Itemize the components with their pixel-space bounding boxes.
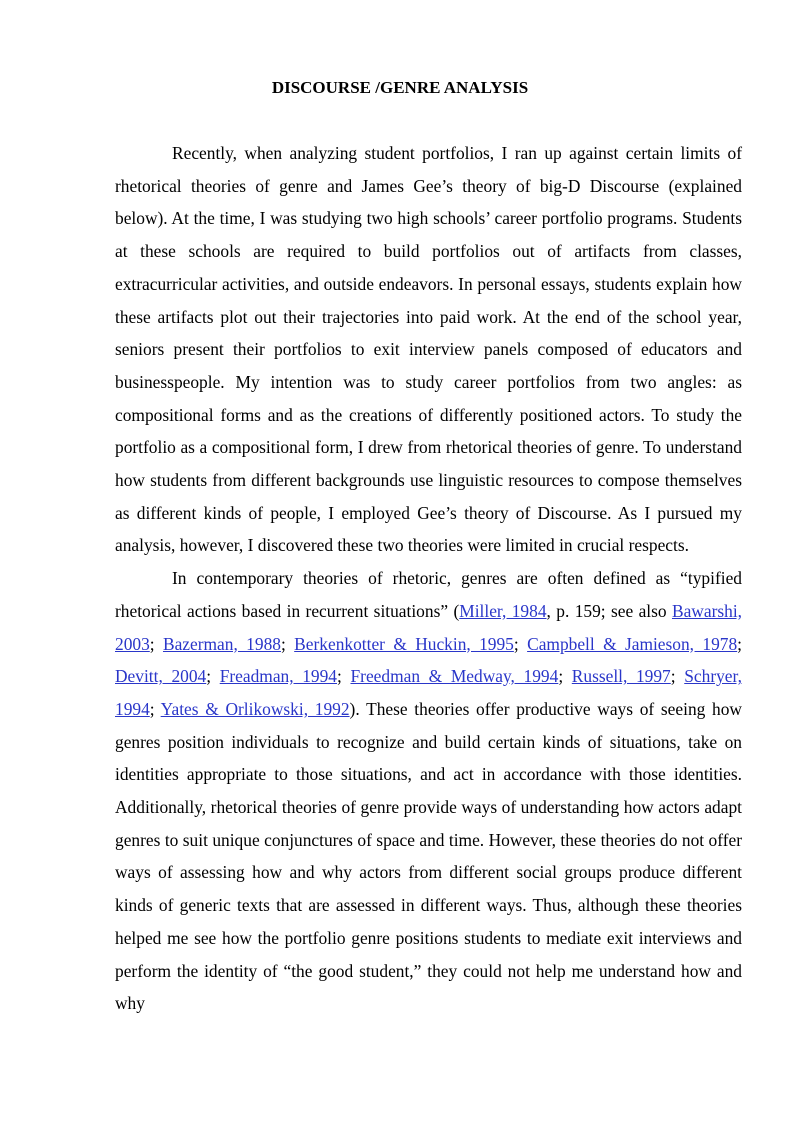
- citation-separator: ;: [280, 633, 295, 654]
- citation-separator: ;: [337, 666, 351, 687]
- citation-link-berkenkotter-huckin-1995[interactable]: Berkenkotter & Huckin, 1995: [294, 633, 514, 654]
- paragraph-text: , p. 159; see also: [546, 600, 672, 621]
- page-title: DISCOURSE /GENRE ANALYSIS: [271, 78, 529, 97]
- citation-link-miller-1984[interactable]: Miller, 1984: [459, 600, 547, 621]
- citation-link-freadman-1994[interactable]: Freadman, 1994: [219, 666, 338, 687]
- paragraph-text: ). These theories offer productive ways of seeing how genres position individuals to recognize and build certain kinds of situations, take on identities appropriate to those situations, and act in accordance with those identities. Additionally, rhetorical theories of genre provide ways of understanding how actors adapt genres to suit unique conjunctures of space and time. However, these theories do not offer ways of assessing how and why actors from different social groups produce different kinds of generic texts that are assessed in different ways. Thus, although these theories helped me see how the portfolio genre positions students to mediate exit interviews and perform the identity of “the good student,” they could not help me understand how and why: [115, 698, 742, 1014]
- paragraph-2: [115, 562, 742, 1020]
- citation-separator: ;: [149, 633, 163, 654]
- citation-separator: ;: [513, 633, 528, 654]
- citation-link-freedman-medway-1994[interactable]: Freedman & Medway, 1994: [350, 666, 559, 687]
- citation-link-campbell-jamieson-1978[interactable]: Campbell & Jamieson, 1978: [527, 633, 738, 654]
- citation-separator: ;: [206, 666, 220, 687]
- citation-separator: ;: [558, 666, 572, 687]
- citation-separator: ;: [737, 633, 743, 654]
- citation-link-devitt-2004[interactable]: Devitt, 2004: [115, 666, 207, 687]
- paragraph-text: In contemporary theories of rhetoric, genres are often defined as “typified rhetorical actions based in recurrent situations” (: [115, 568, 742, 621]
- citation-link-yates-orlikowski-1992[interactable]: Yates & Orlikowski, 1992: [160, 698, 350, 719]
- citation-link-schryer-1994[interactable]: Schryer, 1994: [115, 666, 742, 719]
- paragraph-1: Recently, when analyzing student portfolios, I ran up against certain limits of rhetorical theories of genre and James Gee’s theory of big-D Discourse (explained below). At the time, I was studying two high schools’ career portfolio programs. Students at these schools are required to build portfolios out of artifacts from classes, extracurricular activities, and outside endeavors. In personal essays, students explain how these artifacts plot out their trajectories into paid work. At the end of the school year, seniors present their portfolios to exit interview panels composed of educators and businesspeople. My intention was to study career portfolios from two angles: as compositional forms and as the creations of differently positioned actors. To study the portfolio as a compositional form, I drew from rhetorical theories of genre. To understand how students from different backgrounds use linguistic resources to compose themselves as different kinds of people, I employed Gee’s theory of Discourse. As I pursued my analysis, however, I discovered these two theories were limited in crucial respects.: [115, 143, 742, 556]
- citation-link-bawarshi-2003[interactable]: Bawarshi, 2003: [115, 600, 743, 654]
- citation-separator: ;: [149, 698, 161, 719]
- citation-link-bazerman-1988[interactable]: Bazerman, 1988: [162, 633, 281, 654]
- citation-link-russell-1997[interactable]: Russell, 1997: [571, 666, 671, 687]
- body-text: [115, 137, 742, 1020]
- citation-separator: ;: [670, 666, 685, 687]
